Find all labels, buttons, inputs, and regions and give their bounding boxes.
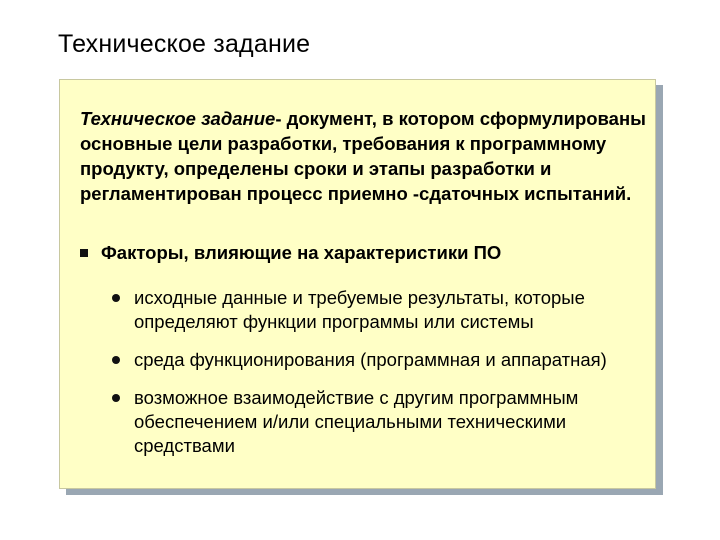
list-item-text: исходные данные и требуемые результаты, которые определяют функции программы или системы [134, 287, 585, 332]
definition-term: Техническое задание [80, 108, 276, 129]
factors-list [112, 286, 652, 458]
list-item-text: возможное взаимодействие с другим программным обеспечением и/или специальными техническими средствами [134, 387, 579, 456]
list-item [112, 386, 652, 458]
factors-heading: Факторы, влияющие на характеристики ПО [101, 242, 502, 263]
definition-text: - документ, в котором сформулированы основные цели разработки, требования к программному продукту, определены сроки и этапы разработки и регламентирован процесс приемно -сдаточных испытаний. [80, 108, 646, 204]
round-bullet-icon [112, 394, 120, 402]
slide-title: Техническое задание [58, 30, 311, 58]
square-bullet-icon [80, 249, 88, 257]
content-panel [59, 79, 656, 489]
round-bullet-icon [112, 294, 120, 302]
factors-heading-row [80, 242, 501, 264]
list-item-text: среда функционирования (программная и аппаратная) [134, 349, 607, 370]
round-bullet-icon [112, 356, 120, 364]
list-item [112, 286, 652, 334]
definition-paragraph [80, 106, 652, 206]
list-item [112, 348, 652, 372]
